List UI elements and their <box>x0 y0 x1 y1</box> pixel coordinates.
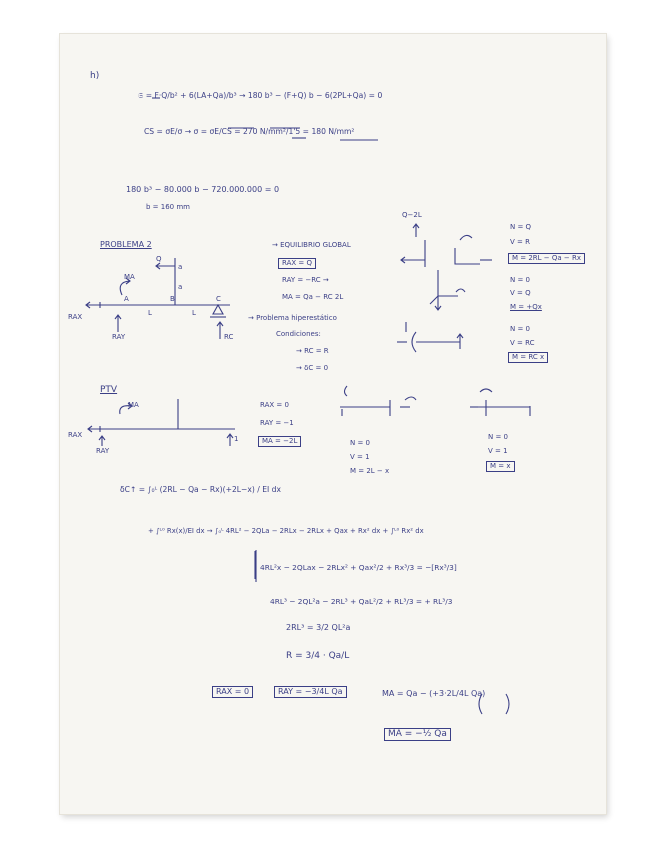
reaction-ray: RAY = −RC → <box>282 276 329 284</box>
ptv-cut1-n: N = 0 <box>350 439 371 447</box>
ptv-label-unit-load: 1 <box>234 435 239 443</box>
ptv-cut2-m: M = x <box>486 461 515 472</box>
ptv-title: PTV <box>100 385 118 395</box>
final-rax: RAX = 0 <box>212 686 253 698</box>
equation-safety-factor: CS = σE/σ → σ = σE/CS = 270 N/mm²/1'5 = 180 N/mm² <box>144 127 355 136</box>
integral-substituted: 4RL³ − 2QL²a − 2RL³ + QaL²/2 + RL³/3 = + RL³/3 <box>270 597 453 606</box>
ptv-label-ma: MA <box>128 401 139 409</box>
diagram-label-q: Q <box>156 255 162 263</box>
moment-ma: MA = Qa − RC 2L <box>282 293 344 301</box>
cut1-m: M = 2RL − Qa − Rx <box>508 253 585 264</box>
cut-label: Q−2L <box>402 211 422 219</box>
equation-stress: 𝔖 = F·Q/b² + 6(LA+Qa)/b³ → 180 b³ − (F+Q) b − 6(2PL+Qa) = 0 <box>138 91 383 100</box>
cut1-v: V = R <box>510 238 530 246</box>
diagram-label-l1: L <box>148 309 152 317</box>
rc-arrow <box>217 322 223 339</box>
integral-simplified: 2RL³ = 3/2 QL²a <box>286 623 351 632</box>
diagram-label-ma: MA <box>124 273 135 281</box>
equation-result-b: b = 160 mm <box>146 203 190 211</box>
conditions-label: Condiciones: <box>276 330 321 338</box>
equation-cubic: 180 b³ − 80.000 b − 720.000.000 = 0 <box>126 185 280 194</box>
diagram-label-a: A <box>124 295 129 303</box>
cut2-m: M = +Qx <box>510 303 542 311</box>
notebook-page <box>60 34 606 814</box>
reaction-rax: RAX = Q <box>278 258 316 269</box>
integral-deltac: δC↑ = ∫₀ᴸ (2RL − Qa − Rx)(+2L−x) / EI dx <box>120 485 281 494</box>
integral-evaluated: 4RL²x − 2QLax − 2RLx² + Qax²/2 + Rx³/3 = −[Rx³/3] <box>260 563 457 572</box>
diagram-label-ray: RAY <box>112 333 126 341</box>
final-ray: RAY = −3/4L Qa <box>274 686 347 698</box>
diagram-label-b: B <box>170 295 175 303</box>
equilibrium-label: → EQUILIBRIO GLOBAL <box>272 241 351 249</box>
condition-deltac: → δC = 0 <box>296 364 329 372</box>
cut2-n: N = 0 <box>510 276 531 284</box>
cut3-v: V = RC <box>510 339 535 347</box>
ptv-label-ray: RAY <box>96 447 110 455</box>
cut3-m: M = RC x <box>508 352 548 363</box>
cut1-n: N = Q <box>510 223 532 231</box>
rax-arrow <box>86 302 100 308</box>
ptv-cut1-m: M = 2L − x <box>350 467 390 475</box>
hyperstatic-label: → Problema hiperestático <box>248 314 337 322</box>
final-ma: MA = −½ Qa <box>384 728 451 741</box>
section-label: h) <box>90 71 100 81</box>
ptv-cut1-v: V = 1 <box>350 453 370 461</box>
problem-title: PROBLEMA 2 <box>100 240 152 249</box>
diagram-label-a1: a <box>178 263 183 271</box>
diagram-label-a2: a <box>178 283 183 291</box>
final-ma-expression: MA = Qa − (+3·2L/4L Qa) <box>382 689 486 698</box>
diagram-label-l2: L <box>192 309 196 317</box>
ray-arrow <box>115 315 121 332</box>
ptv-rax: RAX = 0 <box>260 401 289 409</box>
ptv-cut2-v: V = 1 <box>488 447 508 455</box>
ptv-ray: RAY = −1 <box>260 419 294 427</box>
load-arrow-q <box>156 263 175 269</box>
diagram-label-c: C <box>216 295 221 303</box>
cut3-n: N = 0 <box>510 325 531 333</box>
ptv-ma: MA = −2L <box>258 436 301 447</box>
ptv-cut2-n: N = 0 <box>488 433 509 441</box>
condition-rc: → RC = R <box>296 347 329 355</box>
integral-expanded: + ∫ᴸ⁰ Rx(x)/EI dx → ∫₀ᴸ 4RL² − 2QLa − 2RLx − 2RLx + Qax + Rx² dx + ∫ᴸ⁰ Rx² dx <box>148 527 424 535</box>
result-r: R = 3/4 · Qa/L <box>286 651 350 661</box>
ptv-label-rax: RAX <box>68 431 83 439</box>
diagram-label-rax: RAX <box>68 313 83 321</box>
cut2-v: V = Q <box>510 289 531 297</box>
diagram-label-rc: RC <box>224 333 234 341</box>
support-c <box>213 305 223 314</box>
